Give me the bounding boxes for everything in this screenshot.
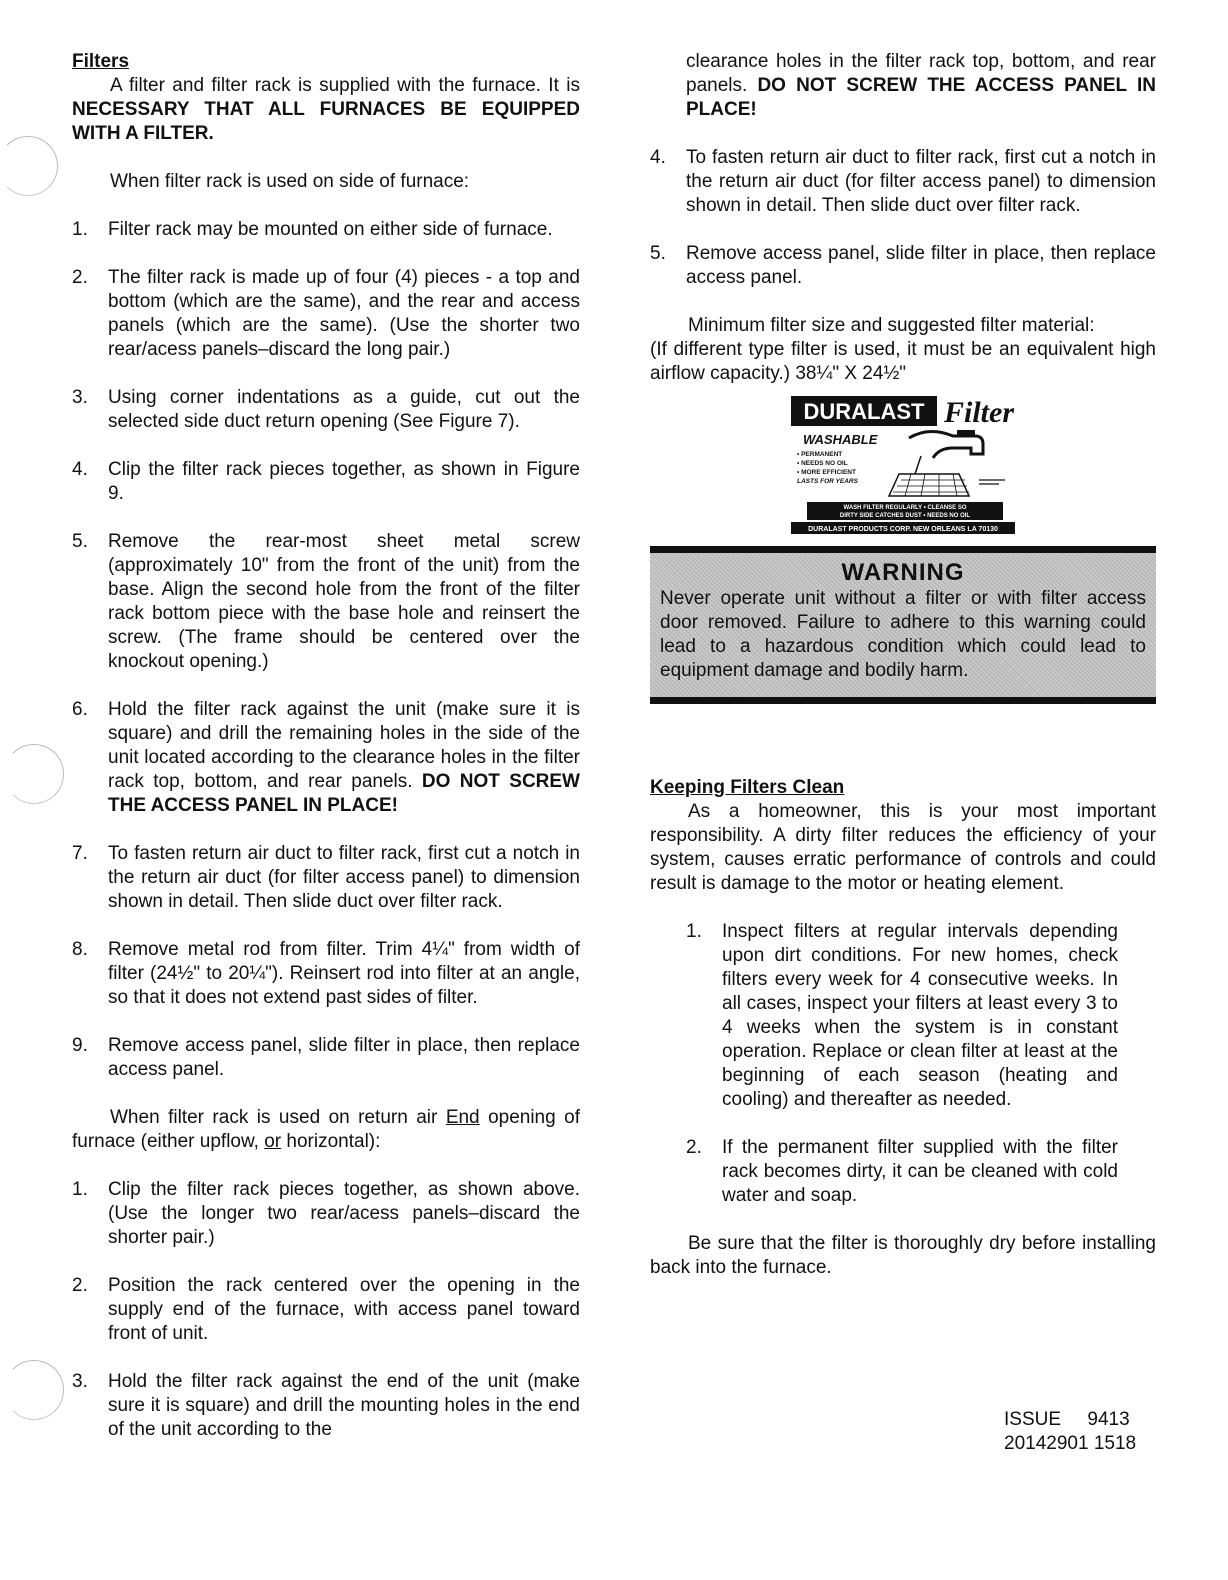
dry-filter-note: Be sure that the filter is thoroughly dry before installing back into the furnace. <box>650 1233 1156 1278</box>
duralast-filter-logo <box>789 394 1017 536</box>
end-rack-steps-continued <box>650 146 1156 290</box>
end-rack-steps <box>72 1178 580 1442</box>
filters-intro: A filter and filter rack is supplied with the furnace. It is NECESSARY THAT ALL FURNACES BE EQUIPPED WITH A FILTER. <box>72 75 580 144</box>
step-continuation: clearance holes in the filter rack top, bottom, and rear panels. DO NOT SCREW THE ACCESS PANEL IN PLACE! <box>686 51 1156 120</box>
min-filter-size-line: Minimum filter size and suggested filter material: <box>688 315 1095 336</box>
end-rack-intro: When filter rack is used on return air End opening of furnace (either upflow, or horizontal): <box>72 1107 580 1152</box>
keeping-clean-text: As a homeowner, this is your most important responsibility. A dirty filter reduces the efficiency of your system, causes erratic performance of controls and could result is damage to the motor or heating element. <box>650 801 1156 894</box>
logo-bullet: • PERMANENT <box>797 451 843 458</box>
issue-number: ISSUE 9413 <box>1004 1409 1130 1430</box>
logo-washable: WASHABLE <box>803 432 878 447</box>
list-item: 6. Hold the filter rack against the unit (make sure it is square) and drill the remaining holes in the side of the unit located according to the clearance holes in the filter rack top, bottom, and rear panels. DO NOT SCREW THE ACCESS PANEL IN PLACE! <box>72 699 580 816</box>
left-column <box>72 50 580 1442</box>
logo-bullet: LASTS FOR YEARS <box>797 478 858 485</box>
list-item: 7. To fasten return air duct to filter rack, first cut a notch in the return air duct (for filter access panel) to dimension shown in detail. Then slide duct over filter rack. <box>72 843 580 912</box>
warning-box <box>650 546 1156 704</box>
list-item: 3. Hold the filter rack against the end of the unit (make sure it is square) and drill the mounting holes in the end of the unit according to the <box>72 1371 580 1440</box>
list-item: 5. Remove the rear-most sheet metal screw (approximately 10" from the front of the unit) from the base. Align the second hole from the front of the filter rack bottom piece with the base hole and reinsert the screw. (The frame should be centered over the knockout opening.) <box>72 531 580 672</box>
warning-title: WARNING <box>841 559 965 586</box>
issue-block <box>1004 1408 1154 1456</box>
list-item: 3. Using corner indentations as a guide, cut out the selected side duct return opening (See Figure 7). <box>72 387 580 432</box>
keeping-clean-steps <box>686 920 1118 1208</box>
right-column <box>650 50 1156 1280</box>
logo-footer: DURALAST PRODUCTS CORP. NEW ORLEANS LA 70130 <box>808 526 998 533</box>
duralast-logo-graphic <box>789 394 1017 536</box>
logo-brand: DURALAST <box>803 399 925 424</box>
logo-script: Filter <box>943 396 1015 429</box>
list-item: 8. Remove metal rod from filter. Trim 4¼" from width of filter (24½" to 20¼"). Reinsert rod into filter at an angle, so that it does not extend past sides of filter. <box>72 939 580 1008</box>
logo-bullet: • MORE EFFICIENT <box>797 469 856 476</box>
list-item: 1. Clip the filter rack pieces together, as shown above. (Use the longer two rear/acess panels–discard the shorter pair.) <box>72 1179 580 1248</box>
logo-band-line: WASH FILTER REGULARLY • CLEANSE SO <box>843 505 967 511</box>
list-item: 5. Remove access panel, slide filter in place, then replace access panel. <box>650 243 1156 288</box>
list-item: 1. Filter rack may be mounted on either side of furnace. <box>72 219 553 240</box>
section-heading-keeping-filters-clean: Keeping Filters Clean <box>650 777 845 798</box>
punch-hole-mark <box>4 1360 64 1420</box>
warning-body <box>650 553 1156 697</box>
list-item: 9. Remove access panel, slide filter in place, then replace access panel. <box>72 1035 580 1080</box>
list-item: 2. If the permanent filter supplied with the filter rack becomes dirty, it can be cleaned with cold water and soap. <box>686 1137 1118 1206</box>
faucet-illustration <box>889 430 1005 496</box>
section-heading-filters: Filters <box>72 51 130 72</box>
min-filter-size-text: (If different type filter is used, it must be an equivalent high airflow capacity.) 38¼" X 24½" <box>650 339 1156 384</box>
issue-code: 20142901 1518 <box>1004 1433 1137 1454</box>
list-item: 4. Clip the filter rack pieces together, as shown in Figure 9. <box>72 459 580 504</box>
punch-hole-mark <box>0 136 58 196</box>
side-rack-steps <box>72 218 580 1082</box>
warning-top-rule <box>650 546 1156 553</box>
logo-bullet: • NEEDS NO OIL <box>797 460 848 467</box>
list-item: 1. Inspect filters at regular intervals depending upon dirt conditions. For new homes, check filters every week for 4 consecutive weeks. In all cases, inspect your filters at least every 3 to 4 weeks when the system is in constant operation. Replace or clean filter at least at the beginning of each season (heating and cooling) and thereafter as needed. <box>686 921 1118 1110</box>
warning-text: Never operate unit without a filter or with filter access door removed. Failure to adhere to this warning could lead to a hazardous condition which could lead to equipment damage and bodily harm. <box>660 588 1146 681</box>
list-item: 2. Position the rack centered over the opening in the supply end of the furnace, with access panel toward front of unit. <box>72 1275 580 1344</box>
logo-band-line: DIRTY SIDE CATCHES DUST • NEEDS NO OIL <box>839 513 971 519</box>
punch-hole-mark <box>4 744 64 804</box>
side-rack-intro: When filter rack is used on side of furnace: <box>110 171 470 192</box>
list-item: 4. To fasten return air duct to filter rack, first cut a notch in the return air duct (for filter access panel) to dimension shown in detail. Then slide duct over filter rack. <box>650 147 1156 216</box>
warning-bottom-rule <box>650 697 1156 704</box>
list-item: 2. The filter rack is made up of four (4) pieces - a top and bottom (which are the same), and the rear and access panels (which are the same). (Use the shorter two rear/acess panels–discard the long pair.) <box>72 267 580 360</box>
